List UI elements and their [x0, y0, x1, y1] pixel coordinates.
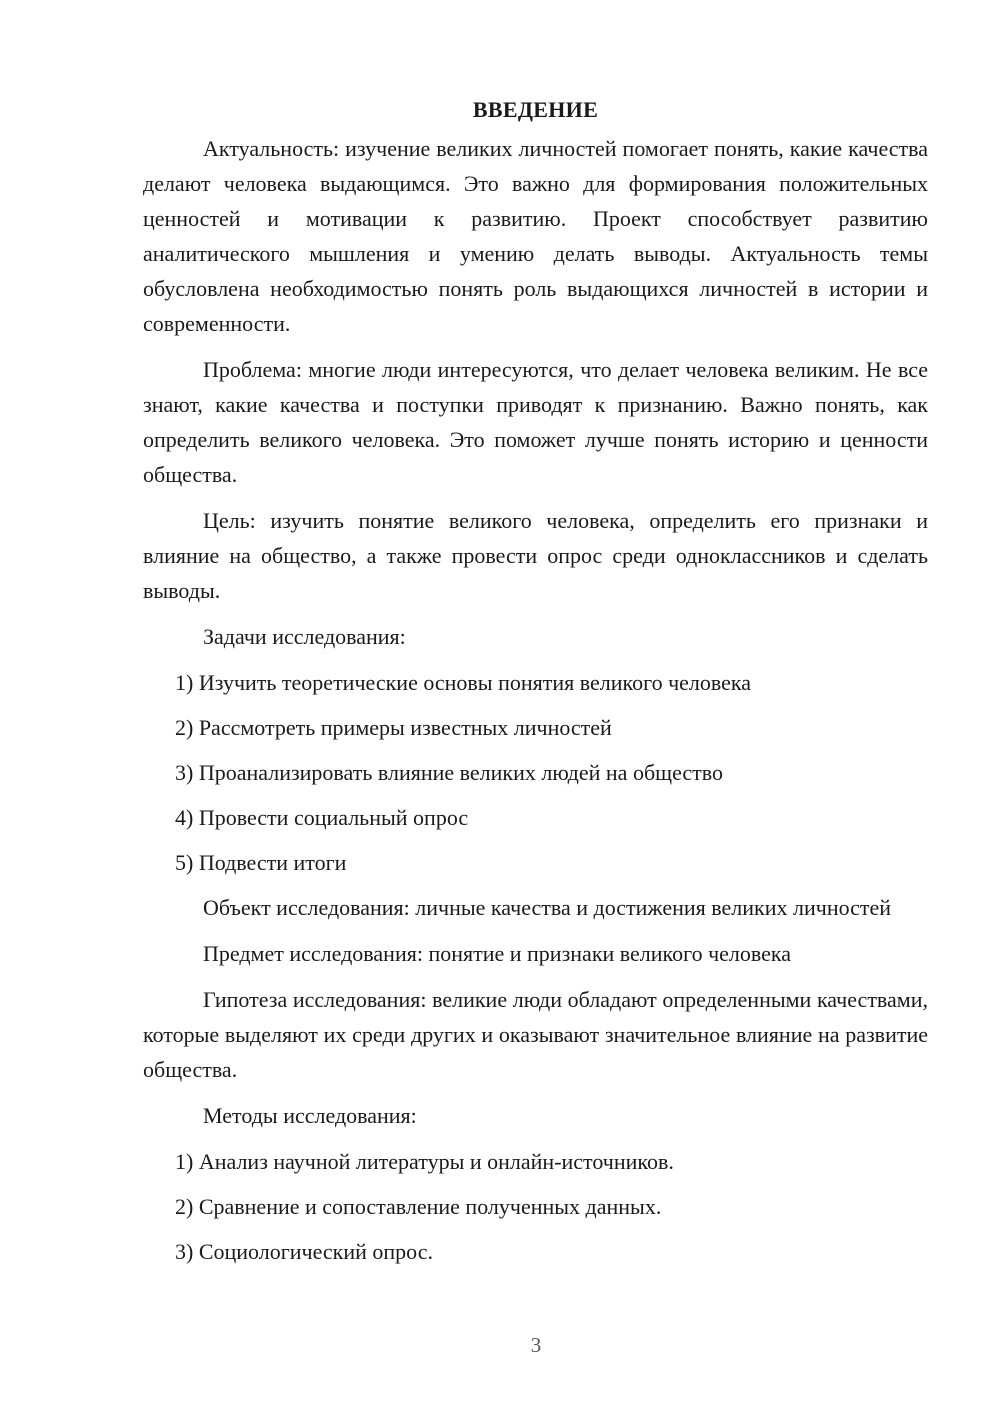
tasks-heading: Задачи исследования: [203, 624, 406, 649]
task-item: 2) Рассмотреть примеры известных личностей [175, 715, 612, 740]
tasks-list [143, 665, 928, 880]
method-item: 1) Анализ научной литературы и онлайн-источников. [175, 1149, 674, 1174]
goal-paragraph: Цель: изучить понятие великого человека, определить его признаки и влияние на общество, а также провести опрос среди одноклассников и сделать выводы. [143, 508, 928, 603]
task-item: 1) Изучить теоретические основы понятия великого человека [175, 670, 752, 695]
methods-list [143, 1144, 928, 1269]
problem-paragraph: Проблема: многие люди интересуются, что делает человека великим. Не все знают, какие качества и поступки приводят к признанию. Важно понять, как определить великого человека. Это поможет лучше понять историю и ценности общества. [143, 357, 928, 487]
method-item: 2) Сравнение и сопоставление полученных данных. [175, 1194, 662, 1219]
method-item: 3) Социологический опрос. [175, 1239, 433, 1264]
task-item: 5) Подвести итоги [175, 850, 347, 875]
relevance-paragraph: Актуальность: изучение великих личностей помогает понять, какие качества делают человека выдающимся. Это важно для формирования положительных ценностей и мотивации к развитию. Проект способствует развитию аналитического мышления и умению делать выводы. Актуальность темы обусловлена необходимостью понять роль выдающихся личностей в истории и современности. [143, 136, 928, 336]
section-title: ВВЕДЕНИЕ [472, 97, 599, 122]
methods-heading: Методы исследования: [203, 1103, 417, 1128]
hypothesis-paragraph: Гипотеза исследования: великие люди обладают определенными качествами, которые выделяют их среди других и оказывают значительное влияние на развитие общества. [143, 987, 928, 1082]
page-number: 3 [530, 1333, 542, 1357]
subject-paragraph: Предмет исследования: понятие и признаки великого человека [203, 941, 792, 966]
task-item: 3) Проанализировать влияние великих людей на общество [175, 760, 724, 785]
document-page [143, 92, 928, 1279]
object-paragraph: Объект исследования: личные качества и достижения великих личностей [203, 895, 892, 920]
task-item: 4) Провести социальный опрос [175, 805, 469, 830]
